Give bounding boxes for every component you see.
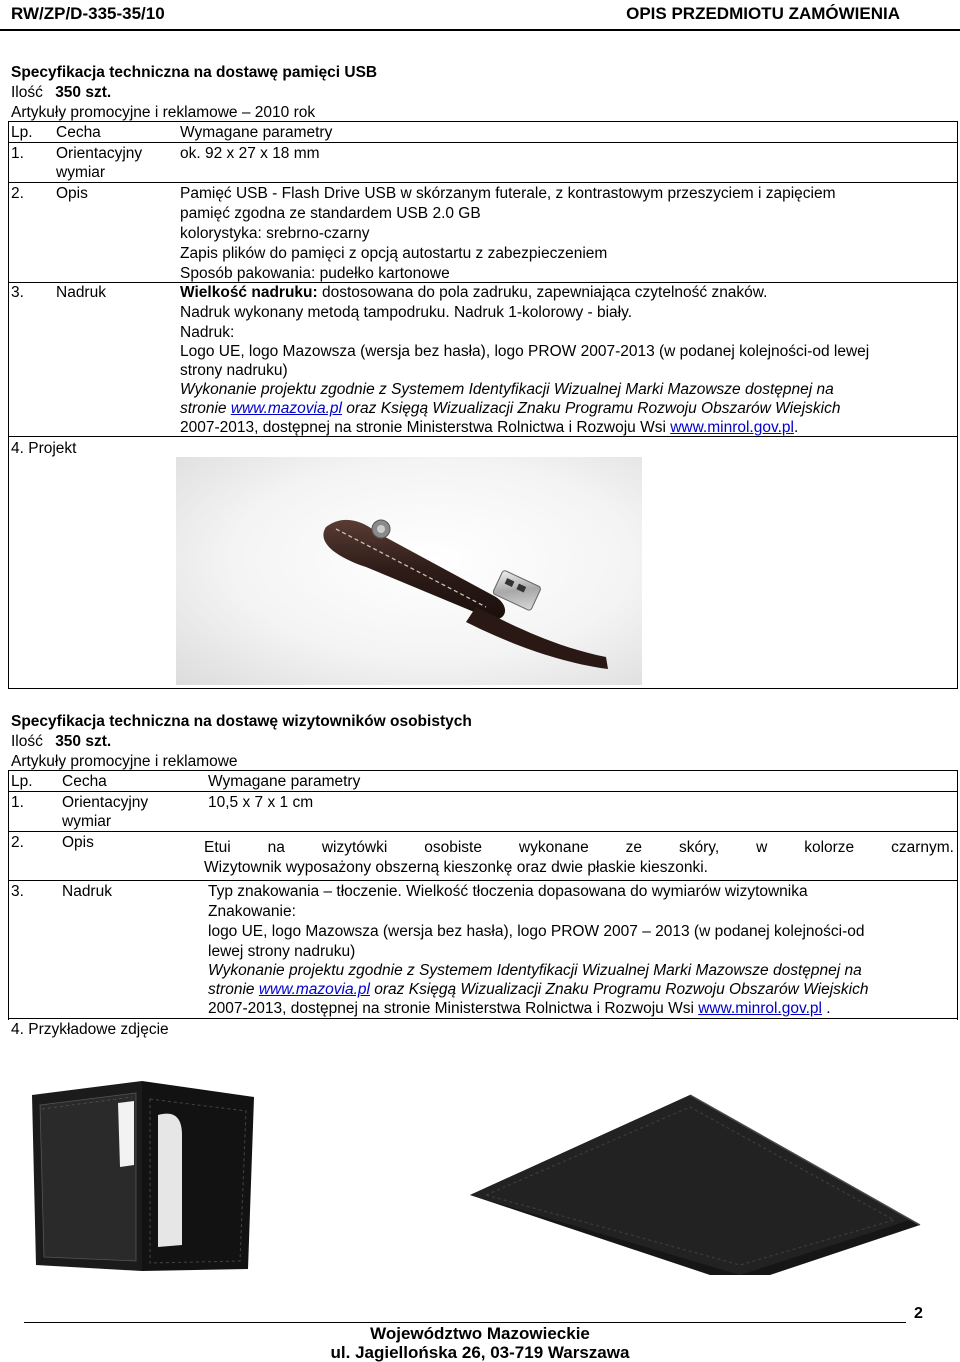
- usb-r3-logos-1: Logo UE, logo Mazowsza (wersja bez hasła), logo PROW 2007-2013 (w podanej kolejności-od lewej: [180, 343, 870, 360]
- cards-r2-feature: Opis: [62, 834, 94, 851]
- page-number: 2: [914, 1305, 923, 1322]
- cards-r2-line-2: Wizytownik wyposażony obszerną kieszonkę oraz dwie płaskie kieszonki.: [204, 859, 708, 876]
- cards-title: Specyfikacja techniczna na dostawę wizytowników osobistych: [11, 713, 472, 730]
- footer-org-address: ul. Jagiellońska 26, 03-719 Warszawa: [330, 1343, 630, 1362]
- cards-table-left-border: [8, 770, 9, 1020]
- document-title: OPIS PRZEDMIOTU ZAMÓWIENIA: [626, 4, 900, 23]
- cardholder-closed-image: [440, 1075, 940, 1275]
- cards-col-lp: Lp.: [11, 773, 33, 790]
- usb-r1-lp: 1.: [11, 145, 24, 162]
- usb-r3-size-label: Wielkość nadruku:: [180, 284, 318, 301]
- usb-r3-size: [180, 283, 767, 302]
- usb-r3-method: Nadruk wykonany metodą tampodruku. Nadruk 1-kolorowy - biały.: [180, 304, 632, 321]
- cards-table-top-rule: [8, 770, 958, 771]
- usb-r2-feature: Opis: [56, 185, 88, 202]
- cards-table-header-rule: [8, 791, 958, 792]
- usb-table-top-rule: [8, 121, 958, 122]
- cards-r3-project-3b: .: [821, 1000, 831, 1017]
- cardholder-open-image: [22, 1075, 262, 1275]
- cards-r4-lp: 4. Przykładowe zdjęcie: [11, 1021, 169, 1038]
- cards-r3-label: Znakowanie:: [208, 903, 296, 920]
- footer-org-name: Województwo Mazowieckie: [370, 1324, 590, 1343]
- usb-table-header-rule: [8, 142, 958, 143]
- cards-r3-project-3a: 2007-2013, dostępnej na stronie Ministerstwa Rolnictwa i Rozwoju Wsi: [208, 1000, 699, 1017]
- usb-r3-project-2: [180, 399, 840, 418]
- cardholder-open-photo: [22, 1075, 262, 1275]
- usb-table-left-border: [8, 121, 9, 689]
- cards-r3-project-2b: oraz Księgą Wizualizacji Znaku Programu Rozwoju Obszarów Wiejskich: [369, 981, 869, 998]
- usb-r3-project-2b: oraz Księgą Wizualizacji Znaku Programu Rozwoju Obszarów Wiejskich: [341, 400, 841, 417]
- usb-table-bottom-rule: [8, 688, 958, 689]
- header-rule: [0, 29, 960, 31]
- usb-r3-logos-2: strony nadruku): [180, 362, 288, 379]
- usb-title: Specyfikacja techniczna na dostawę pamięci USB: [11, 64, 378, 81]
- usb-r2-line-1: Pamięć USB - Flash Drive USB w skórzanym futerale, z kontrastowym przeszyciem i zapięciem: [180, 185, 836, 202]
- cards-r3-type: Typ znakowania – tłoczenie. Wielkość tłoczenia dopasowana do wymiarów wizytownika: [208, 883, 808, 900]
- usb-r3-project-3b: .: [793, 419, 799, 436]
- usb-r2-line-5: Sposób pakowania: pudełko kartonowe: [180, 265, 450, 282]
- cards-qty-label: Ilość: [11, 733, 43, 750]
- usb-r2-line-2: pamięć zgodna ze standardem USB 2.0 GB: [180, 205, 481, 222]
- usb-table-right-border: [957, 121, 958, 689]
- cards-r3-project-1: Wykonanie projektu zgodnie z Systemem Identyfikacji Wizualnej Marki Mazowsze dostępnej na: [208, 962, 862, 979]
- usb-r1-rule: [8, 182, 958, 183]
- cards-r3-logos-2: lewej strony nadruku): [208, 943, 356, 960]
- usb-r1-value: ok. 92 x 27 x 18 mm: [180, 145, 320, 162]
- usb-col-params: Wymagane parametry: [180, 124, 333, 141]
- usb-r4-lp: 4. Projekt: [11, 440, 77, 457]
- usb-col-lp: Lp.: [11, 124, 33, 141]
- cards-r3-project-2a: stronie: [208, 981, 259, 998]
- usb-r1-feature: Orientacyjny wymiar: [56, 145, 143, 181]
- cards-col-feature: Cecha: [62, 773, 107, 790]
- cards-r3-rule: [8, 1018, 958, 1019]
- usb-r3-size-text: dostosowana do pola zadruku, zapewniająca czytelność znaków.: [317, 284, 768, 301]
- usb-r3-project-3: [180, 418, 798, 437]
- cards-r1-value: 10,5 x 7 x 1 cm: [208, 794, 314, 811]
- cards-r1-lp: 1.: [11, 794, 24, 811]
- usb-qty-value: 350 szt.: [55, 84, 112, 101]
- cards-r2-lp: 2.: [11, 834, 24, 851]
- usb-r3-label: Nadruk:: [180, 324, 235, 341]
- cards-r3-logos-1: logo UE, logo Mazowsza (wersja bez hasła), logo PROW 2007 – 2013 (w podanej kolejności-od: [208, 923, 865, 940]
- cards-r2-rule: [8, 880, 958, 881]
- cards-r2-line-1: Etui na wizytówki osobiste wykonane ze skóry, w kolorze czarnym.: [204, 839, 954, 856]
- usb-r3-feature: Nadruk: [56, 284, 106, 301]
- cards-r1-feature: Orientacyjny wymiar: [62, 794, 149, 830]
- cardholder-closed-photo: [440, 1075, 940, 1275]
- minrol-link[interactable]: www.minrol.gov.pl: [670, 419, 794, 436]
- usb-r3-lp: 3.: [11, 284, 24, 301]
- mazovia-link[interactable]: www.mazovia.pl: [230, 400, 342, 417]
- cards-quantity: [11, 732, 111, 751]
- cards-r1-rule: [8, 831, 958, 832]
- usb-quantity: [11, 83, 111, 102]
- usb-r3-project-3a: 2007-2013, dostępnej na stronie Ministerstwa Rolnictwa i Rozwoju Wsi: [180, 419, 671, 436]
- cards-minrol-link[interactable]: www.minrol.gov.pl: [698, 1000, 822, 1017]
- cards-r3-feature: Nadruk: [62, 883, 112, 900]
- page-header: [0, 0, 960, 30]
- usb-category: Artykuły promocyjne i reklamowe – 2010 rok: [11, 104, 316, 121]
- cards-col-params: Wymagane parametry: [208, 773, 361, 790]
- cards-category: Artykuły promocyjne i reklamowe: [11, 753, 238, 770]
- usb-r2-line-3: kolorystyka: srebrno-czarny: [180, 225, 370, 242]
- cards-r3-project-2: [208, 980, 868, 999]
- usb-r3-rule: [8, 436, 958, 437]
- cards-table-right-border: [957, 770, 958, 1020]
- usb-qty-label: Ilość: [11, 84, 43, 101]
- usb-r2-lp: 2.: [11, 185, 24, 202]
- cards-mazovia-link[interactable]: www.mazovia.pl: [258, 981, 370, 998]
- usb-r3-project-2a: stronie: [180, 400, 231, 417]
- footer-rule: [24, 1322, 906, 1323]
- usb-leather-drive-image: [176, 457, 642, 685]
- cards-r3-project-3: [208, 999, 831, 1018]
- document-code: RW/ZP/D-335-35/10: [11, 4, 165, 23]
- usb-r3-project-1: Wykonanie projektu zgodnie z Systemem Identyfikacji Wizualnej Marki Mazowsze dostępnej na: [180, 381, 834, 398]
- cards-qty-value: 350 szt.: [55, 733, 112, 750]
- usb-product-photo: [176, 457, 642, 685]
- usb-col-feature: Cecha: [56, 124, 101, 141]
- usb-r2-line-4: Zapis plików do pamięci z opcją autostartu z zabezpieczeniem: [180, 245, 608, 262]
- cards-r3-lp: 3.: [11, 883, 24, 900]
